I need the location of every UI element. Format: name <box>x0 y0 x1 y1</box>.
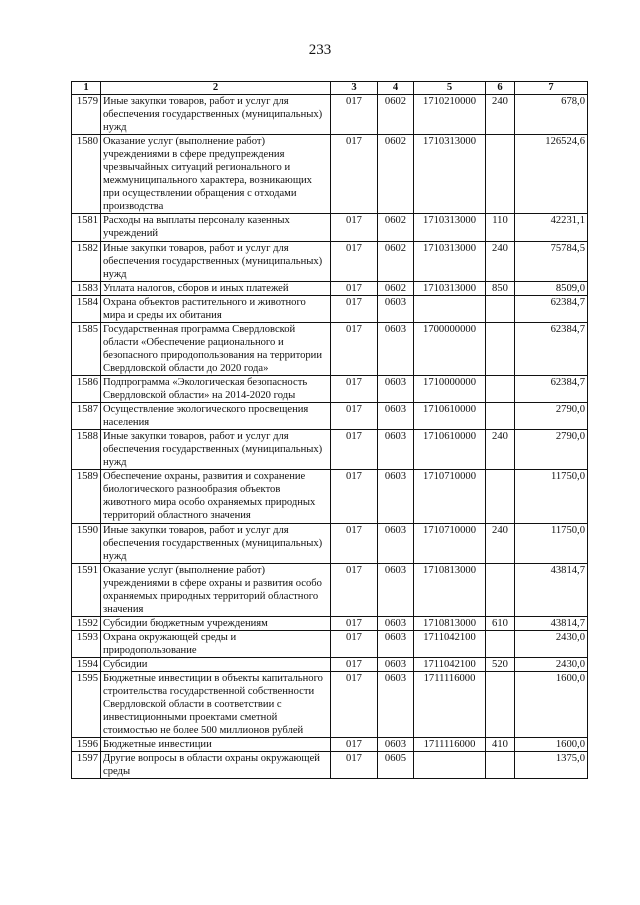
row-expense-type-code: 850 <box>486 281 515 295</box>
row-name: Иные закупки товаров, работ и услуг для обеспечения государственных (муниципальных) нужд <box>101 241 331 281</box>
column-header: 6 <box>486 82 515 95</box>
page-number: 233 <box>308 42 332 58</box>
row-ministry-code: 017 <box>331 295 378 322</box>
row-section-code: 0603 <box>378 322 414 375</box>
row-ministry-code: 017 <box>331 241 378 281</box>
row-target-code: 1711042100 <box>414 657 486 671</box>
row-ministry-code: 017 <box>331 430 378 470</box>
row-number: 1594 <box>72 657 101 671</box>
column-header: 5 <box>414 82 486 95</box>
row-ministry-code: 017 <box>331 403 378 430</box>
row-target-code <box>414 295 486 322</box>
row-amount: 1600,0 <box>515 738 588 752</box>
row-expense-type-code <box>486 403 515 430</box>
table-row <box>72 616 588 630</box>
row-target-code: 1710210000 <box>414 95 486 135</box>
row-ministry-code: 017 <box>331 616 378 630</box>
row-name: Охрана объектов растительного и животного мира и среды их обитания <box>101 295 331 322</box>
row-name: Подпрограмма «Экологическая безопасность Свердловской области» на 2014-2020 годы <box>101 375 331 402</box>
row-expense-type-code: 520 <box>486 657 515 671</box>
row-ministry-code: 017 <box>331 375 378 402</box>
row-target-code: 1700000000 <box>414 322 486 375</box>
row-amount: 11750,0 <box>515 470 588 523</box>
row-expense-type-code <box>486 322 515 375</box>
row-target-code: 1711116000 <box>414 672 486 738</box>
row-target-code: 1710313000 <box>414 241 486 281</box>
row-amount: 8509,0 <box>515 281 588 295</box>
row-number: 1581 <box>72 214 101 241</box>
row-expense-type-code <box>486 630 515 657</box>
row-number: 1591 <box>72 563 101 616</box>
row-expense-type-code <box>486 375 515 402</box>
row-number: 1597 <box>72 752 101 779</box>
row-name: Иные закупки товаров, работ и услуг для обеспечения государственных (муниципальных) нужд <box>101 430 331 470</box>
row-target-code: 1710813000 <box>414 563 486 616</box>
row-name: Уплата налогов, сборов и иных платежей <box>101 281 331 295</box>
row-target-code: 1710710000 <box>414 523 486 563</box>
row-section-code: 0603 <box>378 672 414 738</box>
row-expense-type-code <box>486 295 515 322</box>
row-number: 1593 <box>72 630 101 657</box>
row-section-code: 0603 <box>378 657 414 671</box>
row-number: 1586 <box>72 375 101 402</box>
row-target-code: 1711042100 <box>414 630 486 657</box>
row-amount: 1375,0 <box>515 752 588 779</box>
row-expense-type-code: 240 <box>486 95 515 135</box>
row-name: Расходы на выплаты персоналу казенных учреждений <box>101 214 331 241</box>
column-header: 4 <box>378 82 414 95</box>
row-number: 1588 <box>72 430 101 470</box>
row-name: Бюджетные инвестиции <box>101 738 331 752</box>
table-row <box>72 214 588 241</box>
row-section-code: 0602 <box>378 281 414 295</box>
row-expense-type-code: 240 <box>486 241 515 281</box>
row-target-code: 1710313000 <box>414 281 486 295</box>
row-expense-type-code <box>486 563 515 616</box>
row-amount: 62384,7 <box>515 375 588 402</box>
row-target-code: 1710313000 <box>414 214 486 241</box>
row-section-code: 0603 <box>378 295 414 322</box>
row-expense-type-code <box>486 470 515 523</box>
row-section-code: 0602 <box>378 95 414 135</box>
row-target-code: 1710813000 <box>414 616 486 630</box>
row-name: Иные закупки товаров, работ и услуг для обеспечения государственных (муниципальных) нужд <box>101 523 331 563</box>
table-row <box>72 375 588 402</box>
row-name: Обеспечение охраны, развития и сохранение биологического разнообразия объектов животного мира особо охраняемых природных территорий областного значения <box>101 470 331 523</box>
row-number: 1579 <box>72 95 101 135</box>
table-row <box>72 135 588 214</box>
row-expense-type-code: 240 <box>486 430 515 470</box>
row-number: 1582 <box>72 241 101 281</box>
row-section-code: 0603 <box>378 403 414 430</box>
table-row <box>72 738 588 752</box>
row-ministry-code: 017 <box>331 281 378 295</box>
row-section-code: 0602 <box>378 241 414 281</box>
row-expense-type-code <box>486 752 515 779</box>
row-section-code: 0602 <box>378 135 414 214</box>
row-ministry-code: 017 <box>331 95 378 135</box>
table-row <box>72 657 588 671</box>
table-row <box>72 241 588 281</box>
row-target-code: 1710000000 <box>414 375 486 402</box>
row-ministry-code: 017 <box>331 470 378 523</box>
row-section-code: 0605 <box>378 752 414 779</box>
row-number: 1590 <box>72 523 101 563</box>
row-section-code: 0603 <box>378 616 414 630</box>
row-name: Осуществление экологического просвещения населения <box>101 403 331 430</box>
row-expense-type-code <box>486 135 515 214</box>
header-row <box>72 82 588 95</box>
row-name: Другие вопросы в области охраны окружающей среды <box>101 752 331 779</box>
row-amount: 43814,7 <box>515 616 588 630</box>
row-section-code: 0603 <box>378 563 414 616</box>
row-name: Охрана окружающей среды и природопользование <box>101 630 331 657</box>
row-expense-type-code: 610 <box>486 616 515 630</box>
row-target-code: 1711116000 <box>414 738 486 752</box>
row-number: 1585 <box>72 322 101 375</box>
row-amount: 11750,0 <box>515 523 588 563</box>
row-number: 1580 <box>72 135 101 214</box>
row-section-code: 0603 <box>378 375 414 402</box>
row-amount: 2790,0 <box>515 403 588 430</box>
row-number: 1584 <box>72 295 101 322</box>
row-amount: 43814,7 <box>515 563 588 616</box>
row-ministry-code: 017 <box>331 657 378 671</box>
row-target-code <box>414 752 486 779</box>
row-name: Иные закупки товаров, работ и услуг для обеспечения государственных (муниципальных) нужд <box>101 95 331 135</box>
row-amount: 62384,7 <box>515 295 588 322</box>
table-row <box>72 563 588 616</box>
row-name: Субсидии бюджетным учреждениям <box>101 616 331 630</box>
row-ministry-code: 017 <box>331 563 378 616</box>
table-row <box>72 630 588 657</box>
column-header: 7 <box>515 82 588 95</box>
row-section-code: 0603 <box>378 523 414 563</box>
row-section-code: 0602 <box>378 214 414 241</box>
row-name: Оказание услуг (выполнение работ) учреждениями в сфере охраны и развития особо охраняемых природных территорий областного значения <box>101 563 331 616</box>
row-ministry-code: 017 <box>331 523 378 563</box>
row-ministry-code: 017 <box>331 322 378 375</box>
row-name: Оказание услуг (выполнение работ) учреждениями в сфере предупреждения чрезвычайных ситуаций регионального и межмуниципального характера, возникающих при осуществлении обращения с отходами производства <box>101 135 331 214</box>
row-number: 1596 <box>72 738 101 752</box>
row-amount: 42231,1 <box>515 214 588 241</box>
row-target-code: 1710610000 <box>414 430 486 470</box>
table-row <box>72 470 588 523</box>
row-amount: 126524,6 <box>515 135 588 214</box>
row-amount: 678,0 <box>515 95 588 135</box>
row-amount: 75784,5 <box>515 241 588 281</box>
row-target-code: 1710710000 <box>414 470 486 523</box>
row-ministry-code: 017 <box>331 738 378 752</box>
column-header: 3 <box>331 82 378 95</box>
row-section-code: 0603 <box>378 738 414 752</box>
row-name: Бюджетные инвестиции в объекты капитального строительства государственной собственности Свердловской области в соответствии с инвестиционными проектами сметной стоимостью не более 500 миллионов рублей <box>101 672 331 738</box>
row-section-code: 0603 <box>378 430 414 470</box>
table-row <box>72 403 588 430</box>
table-row <box>72 672 588 738</box>
row-amount: 2430,0 <box>515 630 588 657</box>
table-row <box>72 281 588 295</box>
row-number: 1589 <box>72 470 101 523</box>
row-amount: 2430,0 <box>515 657 588 671</box>
row-amount: 2790,0 <box>515 430 588 470</box>
table-row <box>72 322 588 375</box>
row-expense-type-code: 410 <box>486 738 515 752</box>
row-number: 1587 <box>72 403 101 430</box>
row-number: 1595 <box>72 672 101 738</box>
row-name: Субсидии <box>101 657 331 671</box>
row-ministry-code: 017 <box>331 135 378 214</box>
row-expense-type-code: 110 <box>486 214 515 241</box>
row-expense-type-code <box>486 672 515 738</box>
table-row <box>72 95 588 135</box>
row-target-code: 1710610000 <box>414 403 486 430</box>
row-number: 1583 <box>72 281 101 295</box>
table-row <box>72 752 588 779</box>
budget-table <box>71 81 588 779</box>
row-amount: 62384,7 <box>515 322 588 375</box>
row-name: Государственная программа Свердловской области «Обеспечение рационального и безопасного природопользования на территории Свердловской области до 2020 года» <box>101 322 331 375</box>
row-expense-type-code: 240 <box>486 523 515 563</box>
table-row <box>72 523 588 563</box>
row-section-code: 0603 <box>378 470 414 523</box>
row-ministry-code: 017 <box>331 214 378 241</box>
column-header: 1 <box>72 82 101 95</box>
row-ministry-code: 017 <box>331 672 378 738</box>
row-ministry-code: 017 <box>331 630 378 657</box>
column-header: 2 <box>101 82 331 95</box>
table-row <box>72 295 588 322</box>
row-number: 1592 <box>72 616 101 630</box>
row-amount: 1600,0 <box>515 672 588 738</box>
row-target-code: 1710313000 <box>414 135 486 214</box>
table-row <box>72 430 588 470</box>
row-section-code: 0603 <box>378 630 414 657</box>
row-ministry-code: 017 <box>331 752 378 779</box>
